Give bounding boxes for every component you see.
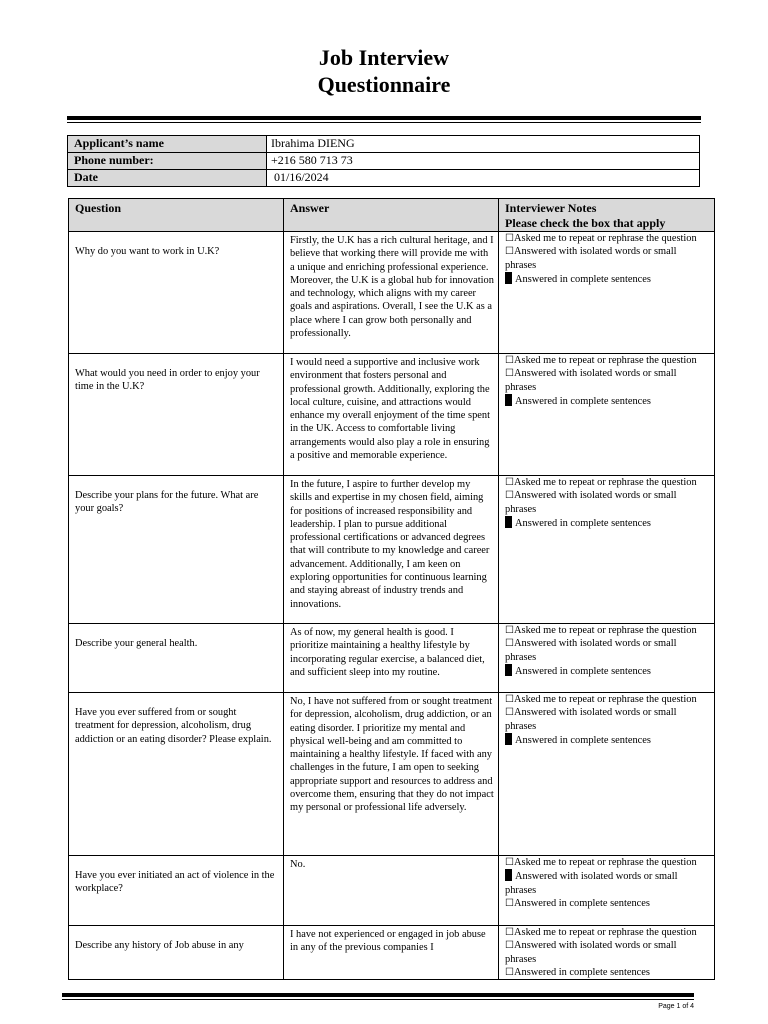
title-line-1: Job Interview xyxy=(318,45,450,70)
checkbox-option-repeat[interactable] xyxy=(505,693,710,706)
answer-cell: No, I have not suffered from or sought treatment for depression, alcoholism, drug addiction, or an eating disorder. I prioritize my mental and physical well-being and am committed to maintaining a healthy lifestyle. If faced with any challenges in the future, I am open to seeking appropriate support and resources to address and overcome them, ensuring that they do not impact my personal or professional life adversely. xyxy=(284,693,499,856)
question-column-header: Question xyxy=(69,199,284,232)
checkbox-option-repeat[interactable] xyxy=(505,476,710,489)
notes-header-line-1: Interviewer Notes xyxy=(505,201,597,215)
empty-checkbox-icon[interactable]: ☐ xyxy=(505,355,514,366)
answer-column-header: Answer xyxy=(284,199,499,232)
checkbox-option-repeat[interactable] xyxy=(505,926,710,939)
questionnaire-table xyxy=(68,198,715,980)
checked-box-icon[interactable] xyxy=(505,664,512,676)
checkbox-option-repeat[interactable] xyxy=(505,856,710,869)
answer-cell: I would need a supportive and inclusive work environment that fosters personal and professional growth. Additionally, exploring the local culture, cuisine, and attractions would enhance my overall enjoyment of the time spent in the UK. Access to comfortable living arrangements would also play a role in ensuring a positive and memorable experience. xyxy=(284,354,499,476)
checkbox-option-repeat[interactable] xyxy=(505,354,710,367)
checkbox-option-isolated[interactable] xyxy=(505,869,710,897)
notes-cell xyxy=(499,624,715,693)
checkbox-label: Answered in complete sentences xyxy=(515,665,651,677)
title-line-2: Questionnaire xyxy=(317,72,451,97)
notes-header-line-2: Please check the box that apply xyxy=(505,216,666,230)
checkbox-label: Answered in complete sentences xyxy=(514,897,650,909)
checkbox-label: Answered in complete sentences xyxy=(515,273,651,285)
phone-number-row xyxy=(68,153,700,170)
table-row xyxy=(69,476,715,624)
checked-box-icon[interactable] xyxy=(505,733,512,745)
checkbox-label: Answered in complete sentences xyxy=(515,395,651,407)
empty-checkbox-icon[interactable]: ☐ xyxy=(505,246,514,258)
checkbox-label: Answered with isolated words or small phrases xyxy=(505,871,678,896)
empty-checkbox-icon[interactable]: ☐ xyxy=(505,625,514,636)
table-row xyxy=(69,926,715,980)
empty-checkbox-icon[interactable]: ☐ xyxy=(505,638,514,650)
applicant-name-value: Ibrahima DIENG xyxy=(267,136,700,153)
answer-cell: No. xyxy=(284,856,499,926)
checkbox-label: Answered with isolated words or small phrases xyxy=(505,368,677,393)
checkbox-label: Answered with isolated words or small phrases xyxy=(505,490,677,515)
footer-rule-thin xyxy=(62,999,694,1000)
notes-column-header xyxy=(499,199,715,232)
checkbox-label: Answered in complete sentences xyxy=(515,734,651,746)
checkbox-label: Asked me to repeat or rephrase the question xyxy=(514,477,697,488)
phone-number-label: Phone number: xyxy=(68,153,267,170)
document-title xyxy=(0,44,768,98)
checkbox-option-isolated[interactable] xyxy=(505,706,710,733)
checked-box-icon[interactable] xyxy=(505,869,512,881)
checkbox-option-complete[interactable] xyxy=(505,394,710,408)
empty-checkbox-icon[interactable]: ☐ xyxy=(505,368,514,380)
question-cell: What would you need in order to enjoy your time in the U.K? xyxy=(69,354,284,476)
notes-cell xyxy=(499,693,715,856)
header-rule-thin xyxy=(67,122,701,123)
date-value: 01/16/2024 xyxy=(267,170,700,187)
checkbox-option-complete[interactable] xyxy=(505,272,710,286)
notes-cell xyxy=(499,926,715,980)
checkbox-label: Asked me to repeat or rephrase the question xyxy=(514,233,697,244)
checked-box-icon[interactable] xyxy=(505,394,512,406)
checkbox-label: Answered with isolated words or small phrases xyxy=(505,638,677,663)
checkbox-label: Answered with isolated words or small phrases xyxy=(505,246,677,271)
footer-rule-thick xyxy=(62,993,694,997)
question-cell: Why do you want to work in U.K? xyxy=(69,232,284,354)
checkbox-label: Asked me to repeat or rephrase the question xyxy=(514,927,697,938)
checkbox-option-isolated[interactable] xyxy=(505,939,710,966)
checkbox-option-complete[interactable] xyxy=(505,516,710,530)
checkbox-option-repeat[interactable] xyxy=(505,624,710,637)
answer-cell: I have not experienced or engaged in job abuse in any of the previous companies I xyxy=(284,926,499,980)
checked-box-icon[interactable] xyxy=(505,272,512,284)
empty-checkbox-icon[interactable]: ☐ xyxy=(505,233,514,244)
checkbox-option-complete[interactable] xyxy=(505,664,710,678)
table-row xyxy=(69,856,715,926)
notes-cell xyxy=(499,856,715,926)
checkbox-option-complete[interactable] xyxy=(505,966,710,979)
table-row xyxy=(69,354,715,476)
question-cell: Have you ever initiated an act of violence in the workplace? xyxy=(69,856,284,926)
page-number: Page 1 of 4 xyxy=(658,1003,694,1010)
checkbox-label: Answered in complete sentences xyxy=(515,517,651,529)
checkbox-label: Answered with isolated words or small phrases xyxy=(505,707,677,732)
checkbox-option-complete[interactable] xyxy=(505,897,710,910)
date-row xyxy=(68,170,700,187)
checkbox-option-isolated[interactable] xyxy=(505,367,710,394)
checkbox-option-complete[interactable] xyxy=(505,733,710,747)
answer-cell: As of now, my general health is good. I prioritize maintaining a healthy lifestyle by incorporating regular exercise, a balanced diet, and sufficient sleep into my routine. xyxy=(284,624,499,693)
notes-cell xyxy=(499,354,715,476)
checkbox-option-isolated[interactable] xyxy=(505,489,710,516)
applicant-name-row xyxy=(68,136,700,153)
empty-checkbox-icon[interactable]: ☐ xyxy=(505,477,514,488)
header-rule-thick xyxy=(67,116,701,120)
empty-checkbox-icon[interactable]: ☐ xyxy=(505,490,514,502)
empty-checkbox-icon[interactable]: ☐ xyxy=(505,707,514,719)
answer-cell: Firstly, the U.K has a rich cultural heritage, and I believe that working there will provide me with a unique and enriching professional experience. Moreover, the U.K is a global hub for innovation and technology, which aligns with my career goals and aspirations. Overall, I see the U.K as a place where I can grow both personally and professionally. xyxy=(284,232,499,354)
checkbox-option-repeat[interactable] xyxy=(505,232,710,245)
question-cell: Describe your plans for the future. What are your goals? xyxy=(69,476,284,624)
empty-checkbox-icon[interactable]: ☐ xyxy=(505,927,514,938)
applicant-name-label: Applicant’s name xyxy=(68,136,267,153)
notes-cell xyxy=(499,232,715,354)
checkbox-label: Asked me to repeat or rephrase the question xyxy=(514,625,697,636)
table-row xyxy=(69,624,715,693)
checkbox-label: Answered with isolated words or small phrases xyxy=(505,940,677,965)
checkbox-label: Asked me to repeat or rephrase the question xyxy=(514,857,697,868)
notes-cell xyxy=(499,476,715,624)
applicant-info-table xyxy=(67,135,700,187)
question-cell: Describe any history of Job abuse in any xyxy=(69,926,284,980)
answer-cell: In the future, I aspire to further develop my skills and expertise in my chosen field, aiming for positions of increased responsibility and leadership. I plan to pursue additional professional certifications or advanced degrees that will contribute to my knowledge and career advancement. Additionally, I am keen on exploring opportunities for continuous learning and staying abreast of industry trends and innovations. xyxy=(284,476,499,624)
checkbox-label: Asked me to repeat or rephrase the question xyxy=(514,355,697,366)
empty-checkbox-icon[interactable]: ☐ xyxy=(505,897,514,909)
phone-number-value: +216 580 713 73 xyxy=(267,153,700,170)
checkbox-option-isolated[interactable] xyxy=(505,637,710,664)
empty-checkbox-icon[interactable]: ☐ xyxy=(505,966,514,978)
checkbox-option-isolated[interactable] xyxy=(505,245,710,272)
checked-box-icon[interactable] xyxy=(505,516,512,528)
checkbox-label: Asked me to repeat or rephrase the question xyxy=(514,694,697,705)
table-header-row xyxy=(69,199,715,232)
checkbox-label: Answered in complete sentences xyxy=(514,966,650,978)
empty-checkbox-icon[interactable]: ☐ xyxy=(505,857,514,868)
empty-checkbox-icon[interactable]: ☐ xyxy=(505,940,514,952)
table-row xyxy=(69,693,715,856)
question-cell: Describe your general health. xyxy=(69,624,284,693)
empty-checkbox-icon[interactable]: ☐ xyxy=(505,694,514,705)
question-cell: Have you ever suffered from or sought treatment for depression, alcoholism, drug addiction or an eating disorder? Please explain. xyxy=(69,693,284,856)
date-label: Date xyxy=(68,170,267,187)
table-row xyxy=(69,232,715,354)
